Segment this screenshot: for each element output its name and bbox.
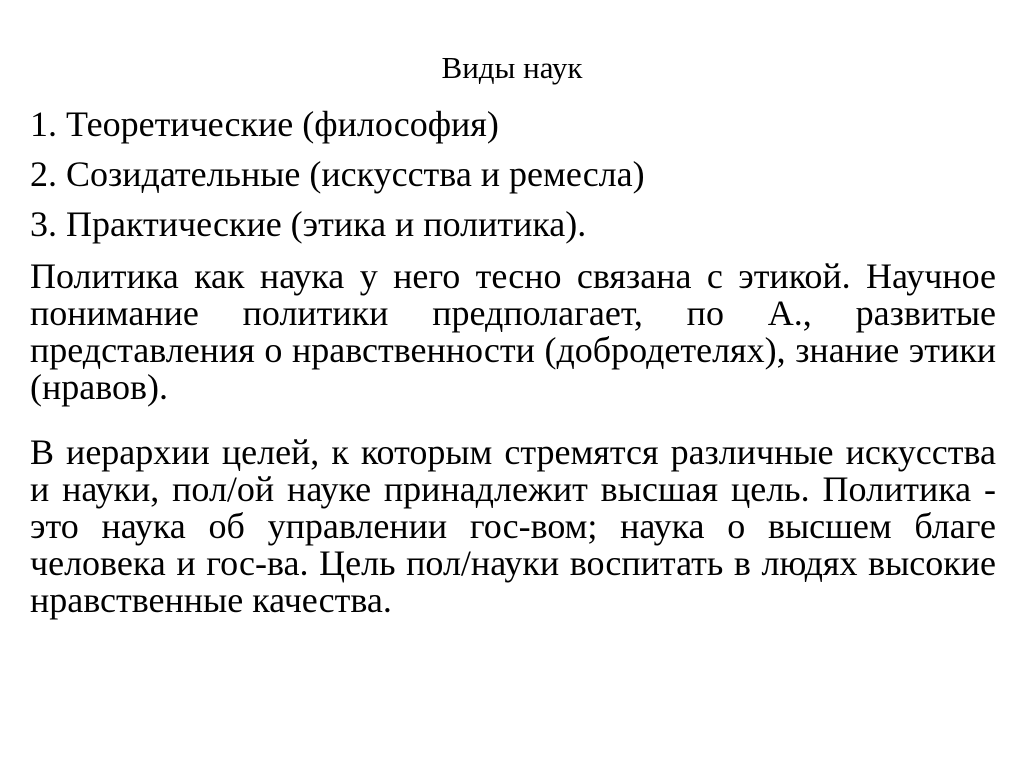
list-item-creative: 2. Созидательные (искусства и ремесла) bbox=[30, 154, 645, 194]
slide-title: Виды наук bbox=[441, 50, 583, 85]
list-item-theoretical: 1. Теоретические (философия) bbox=[30, 104, 499, 144]
paragraph-politics-ethics: Политика как наука у него тесно связана с этикой. Научное понимание политики предполагает, по А., развитые представления о нравственности (добродетелях), знание этики (нравов). bbox=[30, 256, 996, 407]
paragraph-hierarchy-of-goals: В иерархии целей, к которым стремятся различные искусства и науки, пол/ой науке принадлежит высшая цель. Политика - это наука об управлении гос-вом; наука о высшем благе человека и гос-ва. Цель пол/науки воспитать в людях высокие нравственные качества. bbox=[30, 432, 996, 620]
list-item-practical: 3. Практические (этика и политика). bbox=[30, 204, 587, 244]
